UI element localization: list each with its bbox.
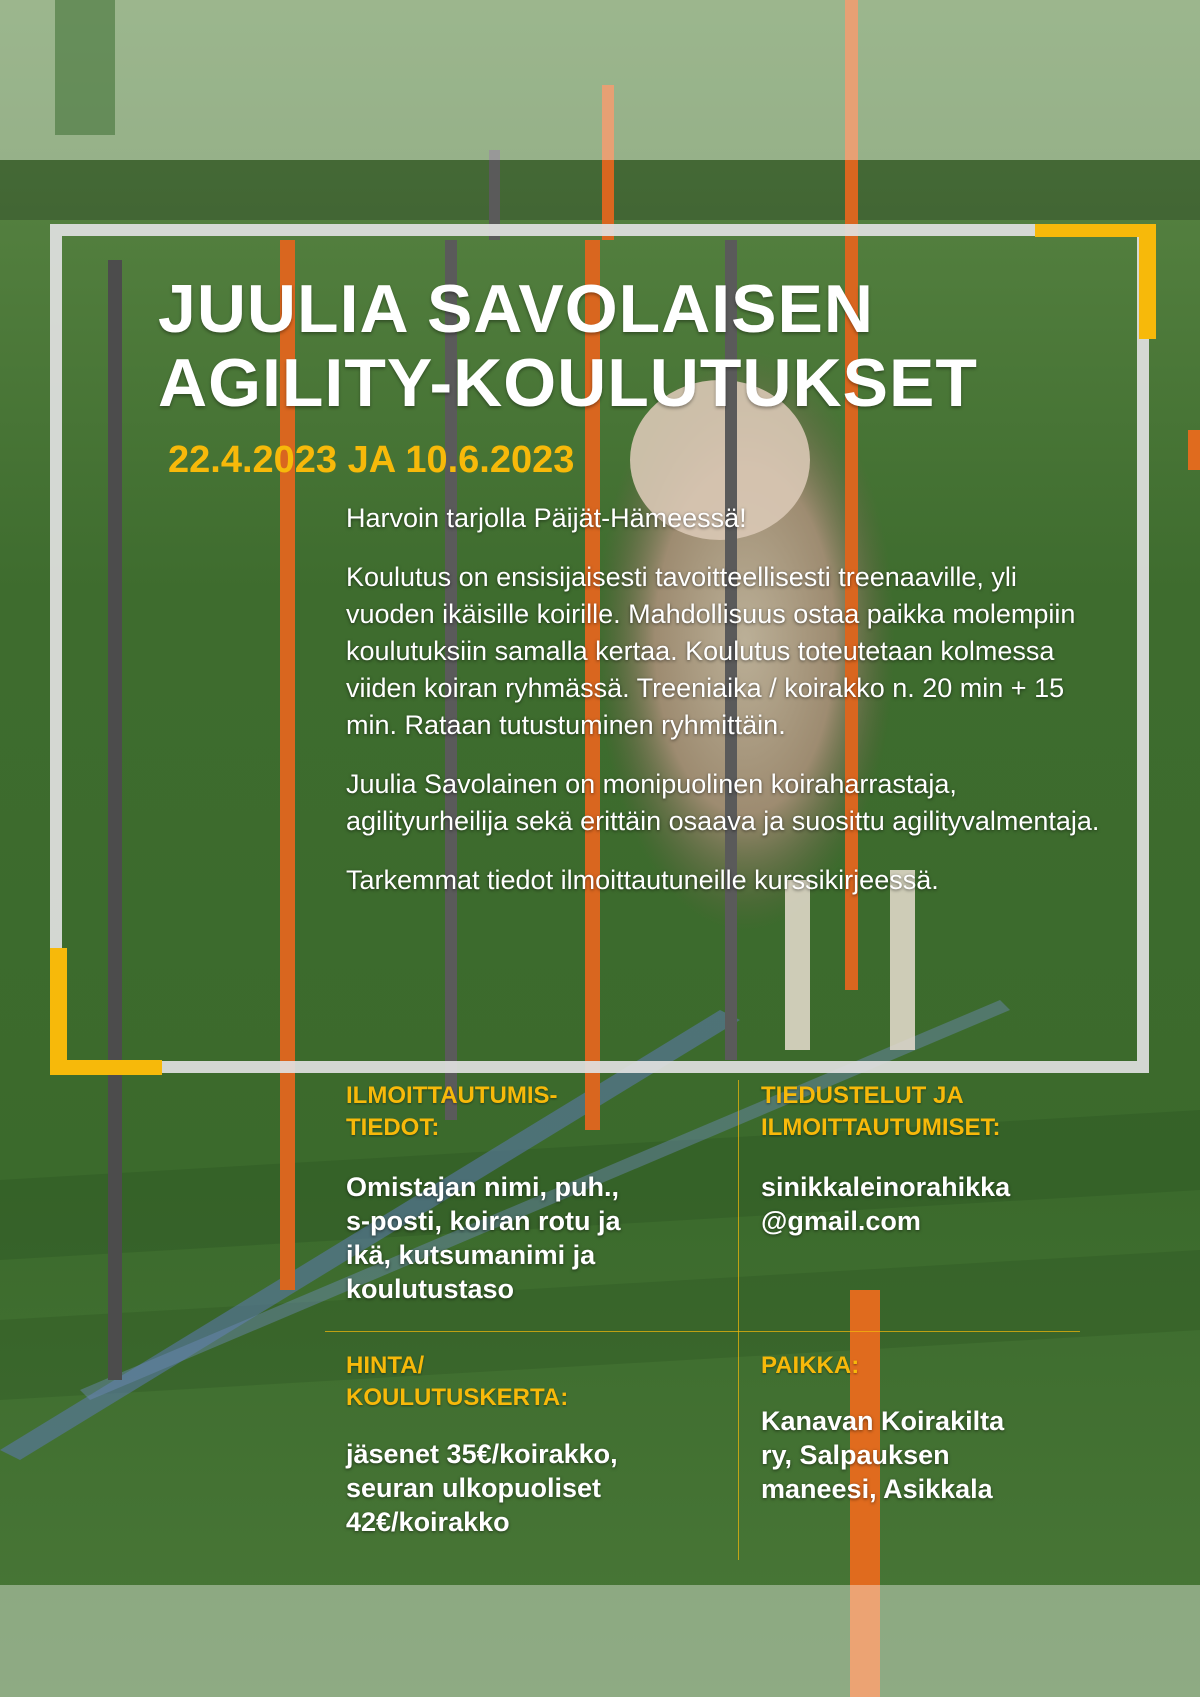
course-paragraph: Koulutus on ensisijaisesti tavoitteellisesti treenaaville, yli vuoden ikäisille koirille. Mahdollisuus ostaa paikka molempiin koulutuksiin samalla kertaa. Koulutus toteutetaan kolmessa viiden koiran ryhmässä. Treeniaika / koirakko n. 20 min + 15 min. Rataan tutustuminen ryhmittäin. — [346, 562, 1076, 740]
place-heading-line-1: PAIKKA: — [761, 1352, 860, 1379]
place-text-line-1: Kanavan Koirakilta — [761, 1406, 1005, 1436]
registration-text-line-2: s-posti, koiran rotu ja — [346, 1206, 621, 1236]
registration-heading-line-1: ILMOITTAUTUMIS- — [346, 1082, 558, 1109]
registration-heading — [346, 1080, 558, 1144]
contact-email[interactable] — [761, 1170, 1010, 1238]
page-title — [158, 272, 978, 420]
price-text-line-1: jäsenet 35€/koirakko, — [346, 1439, 618, 1469]
info-grid-horizontal-divider — [325, 1331, 1080, 1332]
price-text-line-2: seuran ulkopuoliset — [346, 1473, 602, 1503]
contact-heading-line-2: ILMOITTAUTUMISET: — [761, 1114, 1001, 1141]
contact-email-line-1: sinikkaleinorahikka — [761, 1172, 1011, 1202]
place-text-line-2: ry, Salpauksen — [761, 1440, 950, 1470]
frame-accent-top-right-vertical — [1139, 224, 1156, 339]
trainer-paragraph: Juulia Savolainen on monipuolinen koiraharrastaja, agilityurheilija sekä erittäin osaava ja suosittu agilityvalmentaja. — [346, 769, 1100, 836]
frame-accent-top-right — [1035, 224, 1156, 237]
info-grid-vertical-divider — [738, 1080, 739, 1560]
contact-heading-line-1: TIEDUSTELUT JA — [761, 1082, 964, 1109]
frame-accent-bottom-left-vertical — [50, 948, 67, 1075]
event-dates: 22.4.2023 JA 10.6.2023 — [168, 439, 575, 481]
top-left-decor-square — [55, 0, 115, 135]
price-text — [346, 1437, 618, 1539]
price-heading-line-1: HINTA/ — [346, 1352, 425, 1379]
registration-text — [346, 1170, 621, 1306]
price-text-line-3: 42€/koirakko — [346, 1507, 510, 1537]
title-line-2: AGILITY-KOULUTUKSET — [158, 345, 978, 421]
registration-text-line-4: koulutustaso — [346, 1274, 515, 1304]
details-paragraph: Tarkemmat tiedot ilmoittautuneille kurssikirjeessä. — [346, 865, 939, 895]
place-heading — [761, 1350, 859, 1382]
price-heading — [346, 1350, 568, 1414]
title-line-1: JUULIA SAVOLAISEN — [158, 271, 874, 347]
bottom-fade-band — [0, 1585, 1200, 1697]
top-fade-band — [0, 0, 1200, 160]
place-text — [761, 1404, 1004, 1506]
registration-text-line-1: Omistajan nimi, puh., — [346, 1172, 620, 1202]
intro-paragraph: Harvoin tarjolla Päijät-Hämeessä! — [346, 503, 747, 533]
place-text-line-3: maneesi, Asikkala — [761, 1474, 993, 1504]
price-heading-line-2: KOULUTUSKERTA: — [346, 1384, 569, 1411]
contact-heading — [761, 1080, 1001, 1144]
contact-email-line-2: @gmail.com — [761, 1206, 921, 1236]
registration-heading-line-2: TIEDOT: — [346, 1114, 440, 1141]
description — [346, 500, 1106, 921]
registration-text-line-3: ikä, kutsumanimi ja — [346, 1240, 596, 1270]
